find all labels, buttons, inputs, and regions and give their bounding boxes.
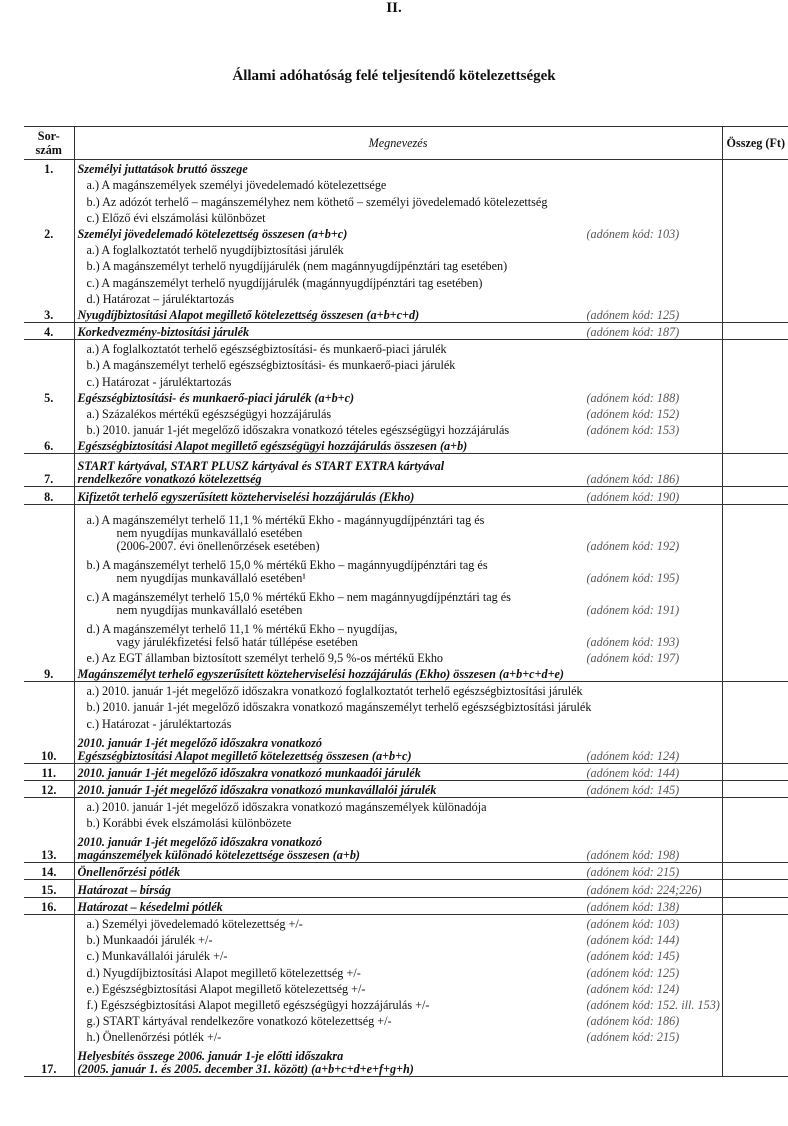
table-row <box>24 880 788 897</box>
row-number: 9. <box>24 665 74 682</box>
row-amount <box>722 780 788 797</box>
row-text: a.) Személyi jövedelemadó kötelezettség +/- <box>86 917 303 931</box>
row-number: 6. <box>24 437 74 454</box>
row-text: START kártyával, START PLUSZ kártyával és START EXTRA kártyával <box>77 459 445 474</box>
tax-code-label: (adónem kód: 152) <box>586 407 680 421</box>
row-text: b.) Korábbi évek elszámolási különbözete <box>86 816 292 831</box>
row-number <box>24 290 74 306</box>
row-description <box>74 160 722 177</box>
row-number <box>24 980 74 996</box>
tax-code-label: (adónem kód: 188) <box>586 390 680 405</box>
row-description <box>74 863 722 880</box>
row-description <box>74 698 722 714</box>
row-text: e.) Az EGT államban biztosított személyt terhelő 9,5 %-os mértékű Ekho <box>86 650 444 665</box>
row-description <box>74 553 722 585</box>
row-text: d.) A magánszemélyt terhelő 11,1 % mértékű Ekho – nyugdíjas, <box>86 621 398 636</box>
row-amount <box>722 176 788 192</box>
row-number <box>24 585 74 617</box>
row-number: 5. <box>24 389 74 405</box>
row-amount <box>722 814 788 830</box>
table-row <box>24 649 788 665</box>
row-text: g.) START kártyával rendelkezőre vonatkozó kötelezettség +/- <box>86 1014 392 1029</box>
row-description <box>74 617 722 649</box>
row-number <box>24 1012 74 1028</box>
row-description <box>74 306 722 323</box>
table-row <box>24 996 788 1012</box>
row-text: Személyi jövedelemadó kötelezettség összesen (a+b+c) <box>77 226 348 241</box>
row-text: (2006-2007. évi önellenőrzések esetében) <box>116 538 320 553</box>
row-amount <box>722 1044 788 1077</box>
row-text: nem nyugdíjas munkavállaló esetében <box>116 602 303 617</box>
row-amount <box>722 947 788 963</box>
row-description <box>74 372 722 388</box>
table-row <box>24 914 788 931</box>
row-text: a.) Százalékos mértékű egészségügyi hozzájárulás <box>86 407 332 421</box>
row-amount <box>722 553 788 585</box>
row-text: e.) Egészségbiztosítási Alapot megillető kötelezettség +/- <box>86 981 366 996</box>
row-amount <box>722 389 788 405</box>
row-amount <box>722 681 788 698</box>
row-number <box>24 504 74 553</box>
row-description <box>74 454 722 487</box>
row-description <box>74 947 722 963</box>
row-text: b.) 2010. január 1-jét megelőző időszakra vonatkozó tételes egészségügyi hozzájárulás <box>86 423 510 438</box>
table-row <box>24 1012 788 1028</box>
row-description <box>74 814 722 830</box>
row-amount <box>722 665 788 682</box>
row-number <box>24 553 74 585</box>
row-number <box>24 273 74 289</box>
table-row <box>24 504 788 553</box>
table-row <box>24 947 788 963</box>
row-text: a.) A foglalkoztatót terhelő nyugdíjbiztosítási járulék <box>86 243 344 258</box>
table-row <box>24 585 788 617</box>
table-row <box>24 714 788 730</box>
row-text: c.) Határozat - járuléktartozás <box>86 374 232 389</box>
table-row <box>24 830 788 863</box>
row-text: nem nyugdíjas munkavállaló esetében <box>116 525 303 540</box>
table-row <box>24 797 788 814</box>
row-text: b.) A magánszemélyt terhelő 15,0 % mértékű Ekho – magánnyugdíjpénztári tag és <box>86 557 488 572</box>
row-text: f.) Egészségbiztosítási Alapot megillető egészségügyi hozzájárulás +/- <box>86 997 430 1012</box>
row-amount <box>722 225 788 241</box>
table-row <box>24 963 788 979</box>
row-number: 13. <box>24 830 74 863</box>
row-number <box>24 1028 74 1044</box>
table-row <box>24 931 788 947</box>
tax-code-label: (adónem kód: 186) <box>586 1014 680 1029</box>
table-row <box>24 340 788 357</box>
row-description <box>74 763 722 780</box>
table-row <box>24 389 788 405</box>
table-row <box>24 763 788 780</box>
tax-code-label: (adónem kód: 138) <box>586 899 680 914</box>
row-description <box>74 421 722 437</box>
row-text: b.) A magánszemélyt terhelő nyugdíjjárulék (nem magánnyugdíjpénztári tag esetében) <box>86 259 508 274</box>
table-body <box>24 160 788 1077</box>
row-text: Nyugdíjbiztosítási Alapot megillető kötelezettség összesen (a+b+c+d) <box>77 307 420 322</box>
row-amount <box>722 454 788 487</box>
table-row <box>24 863 788 880</box>
row-text: 2010. január 1-jét megelőző időszakra vonatkozó munkaadói járulék <box>77 765 421 780</box>
row-number <box>24 814 74 830</box>
table-row <box>24 290 788 306</box>
table-row <box>24 454 788 487</box>
row-amount <box>722 209 788 225</box>
row-number <box>24 209 74 225</box>
row-number: 4. <box>24 322 74 339</box>
row-text: vagy járulékfizetési felső határ túllépése esetében <box>116 634 358 649</box>
row-description <box>74 192 722 208</box>
row-description <box>74 914 722 931</box>
row-description <box>74 1044 722 1077</box>
row-text: magánszemélyek különadó kötelezettsége összesen (a+b) <box>77 848 360 863</box>
table-row <box>24 617 788 649</box>
tax-code-label: (adónem kód: 144) <box>586 933 680 948</box>
tax-code-label: (adónem kód: 124) <box>586 981 680 996</box>
row-number <box>24 372 74 388</box>
tax-code-label: (adónem kód: 103) <box>586 226 680 241</box>
row-text: Egészségbiztosítási- és munkaerő-piaci járulék (a+b+c) <box>77 390 355 405</box>
row-description <box>74 980 722 996</box>
row-number <box>24 192 74 208</box>
row-description <box>74 273 722 289</box>
table-row <box>24 306 788 323</box>
row-number <box>24 617 74 649</box>
row-amount <box>722 731 788 764</box>
row-number <box>24 241 74 257</box>
row-number: 14. <box>24 863 74 880</box>
tax-code-label: (adónem kód: 224;226) <box>586 882 702 897</box>
column-header-name: Megnevezés <box>74 127 722 160</box>
tax-code-label: (adónem kód: 192) <box>586 538 680 553</box>
row-amount <box>722 273 788 289</box>
row-amount <box>722 698 788 714</box>
page-title: Állami adóhatóság felé teljesítendő kötelezettségek <box>232 68 556 84</box>
row-number: 8. <box>24 487 74 504</box>
row-text: h.) Önellenőrzési pótlék +/- <box>86 1030 222 1045</box>
table-row <box>24 897 788 914</box>
row-amount <box>722 290 788 306</box>
row-amount <box>722 963 788 979</box>
row-text: a.) 2010. január 1-jét megelőző időszakra vonatkozó magánszemélyek különadója <box>86 800 487 815</box>
row-amount <box>722 1028 788 1044</box>
row-text: Határozat – késedelmi pótlék <box>77 899 223 914</box>
row-amount <box>722 830 788 863</box>
row-description <box>74 290 722 306</box>
row-text: b.) Munkaadói járulék +/- <box>86 933 213 948</box>
row-description <box>74 585 722 617</box>
tax-code-label: (adónem kód: 215) <box>586 1030 680 1045</box>
row-amount <box>722 356 788 372</box>
table-row <box>24 487 788 504</box>
row-number: 1. <box>24 160 74 177</box>
row-number <box>24 914 74 931</box>
table-row <box>24 731 788 764</box>
row-description <box>74 797 722 814</box>
row-number <box>24 996 74 1012</box>
row-text: nem nyugdíjas munkavállaló esetében¹ <box>116 570 306 585</box>
row-number: 11. <box>24 763 74 780</box>
tax-code-label: (adónem kód: 103) <box>586 917 680 931</box>
row-description <box>74 437 722 454</box>
row-text: Magánszemélyt terhelő egyszerűsített közteherviselési hozzájárulás (Ekho) összesen (a+b+c+d+e) <box>77 666 564 681</box>
row-amount <box>722 340 788 357</box>
row-text: b.) 2010. január 1-jét megelőző időszakra vonatkozó magánszemélyt terhelő egészségbiztosítási járulék <box>86 700 592 715</box>
row-amount <box>722 863 788 880</box>
row-amount <box>722 585 788 617</box>
table-row <box>24 356 788 372</box>
row-description <box>74 356 722 372</box>
obligations-table <box>24 126 788 1077</box>
tax-code-label: (adónem kód: 215) <box>586 865 680 880</box>
row-amount <box>722 996 788 1012</box>
row-number: 3. <box>24 306 74 323</box>
row-text: c.) Munkavállalói járulék +/- <box>86 949 228 964</box>
tax-code-label: (adónem kód: 145) <box>586 782 680 797</box>
row-text: d.) Határozat – járuléktartozás <box>86 291 235 306</box>
row-text: Egészségbiztosítási Alapot megillető egészségügyi hozzájárulás összesen (a+b) <box>77 439 468 454</box>
row-amount <box>722 980 788 996</box>
row-amount <box>722 306 788 323</box>
row-amount <box>722 649 788 665</box>
tax-code-label: (adónem kód: 144) <box>586 765 680 780</box>
table-row <box>24 814 788 830</box>
row-amount <box>722 160 788 177</box>
row-text: 2010. január 1-jét megelőző időszakra vonatkozó <box>77 835 322 850</box>
row-description <box>74 504 722 553</box>
row-description <box>74 963 722 979</box>
tax-code-label: (adónem kód: 190) <box>586 489 680 504</box>
row-amount <box>722 1012 788 1028</box>
tax-code-label: (adónem kód: 125) <box>586 307 680 322</box>
row-text: d.) Nyugdíjbiztosítási Alapot megillető kötelezettség +/- <box>86 965 361 980</box>
row-description <box>74 1028 722 1044</box>
row-description <box>74 996 722 1012</box>
row-text: Önellenőrzési pótlék <box>77 865 181 880</box>
row-number: 15. <box>24 880 74 897</box>
table-row <box>24 405 788 421</box>
row-number <box>24 681 74 698</box>
row-text: 2010. január 1-jét megelőző időszakra vonatkozó munkavállalói járulék <box>77 782 437 797</box>
row-text: b.) A magánszemélyt terhelő egészségbiztosítási- és munkaerő-piaci járulék <box>86 358 456 373</box>
row-description <box>74 340 722 357</box>
tax-code-label: (adónem kód: 198) <box>586 848 680 863</box>
row-number <box>24 176 74 192</box>
row-text: rendelkezőre vonatkozó kötelezettség <box>77 472 262 487</box>
row-amount <box>722 617 788 649</box>
tax-code-label: (adónem kód: 124) <box>586 748 680 763</box>
row-description <box>74 257 722 273</box>
table-row <box>24 421 788 437</box>
row-text: c.) A magánszemélyt terhelő 15,0 % mértékű Ekho – nem magánnyugdíjpénztári tag és <box>86 589 511 604</box>
row-number <box>24 340 74 357</box>
tax-code-label: (adónem kód: 125) <box>586 965 680 980</box>
table-row <box>24 209 788 225</box>
row-number <box>24 947 74 963</box>
row-amount <box>722 421 788 437</box>
table-row <box>24 225 788 241</box>
row-number <box>24 405 74 421</box>
column-header-amount: Összeg (Ft) <box>722 127 788 160</box>
row-description <box>74 880 722 897</box>
row-description <box>74 931 722 947</box>
row-amount <box>722 914 788 931</box>
row-amount <box>722 763 788 780</box>
row-number: 17. <box>24 1044 74 1077</box>
table-row <box>24 241 788 257</box>
row-text: Határozat – bírság <box>77 882 171 897</box>
row-text: c.) Határozat - járuléktartozás <box>86 716 232 731</box>
table-row <box>24 665 788 682</box>
table-row <box>24 681 788 698</box>
row-number <box>24 931 74 947</box>
row-text: c.) Előző évi elszámolási különbözet <box>86 210 266 225</box>
row-amount <box>722 192 788 208</box>
table-row <box>24 1044 788 1077</box>
row-description <box>74 209 722 225</box>
row-description <box>74 322 722 339</box>
tax-code-label: (adónem kód: 153) <box>586 423 680 438</box>
row-description <box>74 649 722 665</box>
row-number: 2. <box>24 225 74 241</box>
table-row <box>24 257 788 273</box>
row-amount <box>722 405 788 421</box>
row-description <box>74 176 722 192</box>
row-amount <box>722 257 788 273</box>
row-description <box>74 830 722 863</box>
row-text: Korkedvezmény-biztosítási járulék <box>77 325 250 340</box>
row-text: a.) A foglalkoztatót terhelő egészségbiztosítási- és munkaerő-piaci járulék <box>86 342 447 357</box>
table-row <box>24 192 788 208</box>
column-header-number-line1: Sor- <box>37 129 60 143</box>
row-amount <box>722 372 788 388</box>
row-amount <box>722 322 788 339</box>
row-description <box>74 225 722 241</box>
row-description <box>74 714 722 730</box>
row-number: 7. <box>24 454 74 487</box>
table-row <box>24 273 788 289</box>
row-number <box>24 649 74 665</box>
tax-code-label: (adónem kód: 145) <box>586 949 680 964</box>
row-text: a.) 2010. január 1-jét megelőző időszakra vonatkozó foglalkoztatót terhelő egészségbiztosítási járulék <box>86 684 583 699</box>
row-number: 12. <box>24 780 74 797</box>
row-description <box>74 1012 722 1028</box>
row-amount <box>722 487 788 504</box>
row-number <box>24 714 74 730</box>
row-text: 2010. január 1-jét megelőző időszakra vonatkozó <box>77 735 322 750</box>
section-number: II. <box>386 0 402 16</box>
row-description <box>74 389 722 405</box>
row-amount <box>722 714 788 730</box>
row-number <box>24 257 74 273</box>
row-number <box>24 963 74 979</box>
table-row <box>24 780 788 797</box>
row-amount <box>722 897 788 914</box>
row-text: c.) A magánszemélyt terhelő nyugdíjjárulék (magánnyugdíjpénztári tag esetében) <box>86 275 483 290</box>
row-number <box>24 421 74 437</box>
column-header-number <box>24 127 74 160</box>
table-row <box>24 437 788 454</box>
table-row <box>24 160 788 177</box>
row-number <box>24 797 74 814</box>
tax-code-label: (adónem kód: 186) <box>586 472 680 487</box>
column-header-number-line2: szám <box>35 143 62 157</box>
row-amount <box>722 241 788 257</box>
table-row <box>24 553 788 585</box>
row-number <box>24 356 74 372</box>
table-row <box>24 698 788 714</box>
tax-code-label: (adónem kód: 193) <box>586 634 680 649</box>
tax-code-label: (adónem kód: 191) <box>586 602 680 617</box>
row-number: 10. <box>24 731 74 764</box>
row-text: a.) A magánszemélyek személyi jövedelemadó kötelezettsége <box>86 178 387 193</box>
table-row <box>24 1028 788 1044</box>
row-description <box>74 897 722 914</box>
row-text: Egészségbiztosítási Alapot megillető kötelezettség összesen (a+b+c) <box>77 748 412 763</box>
tax-code-label: (adónem kód: 197) <box>586 650 680 665</box>
row-description <box>74 405 722 421</box>
table-header-row <box>24 127 788 160</box>
row-description <box>74 487 722 504</box>
tax-code-label: (adónem kód: 187) <box>586 325 680 340</box>
row-description <box>74 731 722 764</box>
row-description <box>74 241 722 257</box>
row-text: b.) Az adózót terhelő – magánszemélyhez nem köthető – személyi jövedelemadó kötelezettség <box>86 194 548 209</box>
row-amount <box>722 797 788 814</box>
table-row <box>24 322 788 339</box>
row-description <box>74 681 722 698</box>
row-description <box>74 780 722 797</box>
table-row <box>24 372 788 388</box>
row-amount <box>722 504 788 553</box>
row-text: a.) A magánszemélyt terhelő 11,1 % mértékű Ekho - magánnyugdíjpénztári tag és <box>86 512 485 527</box>
row-amount <box>722 880 788 897</box>
row-number: 16. <box>24 897 74 914</box>
row-description <box>74 665 722 682</box>
row-amount <box>722 437 788 454</box>
tax-code-label: (adónem kód: 195) <box>586 570 680 585</box>
row-amount <box>722 931 788 947</box>
row-text: Kifizetőt terhelő egyszerűsített közteherviselési hozzájárulás (Ekho) <box>77 489 415 504</box>
table-row <box>24 176 788 192</box>
row-text: Helyesbítés összege 2006. január 1-je előtti időszakra <box>77 1049 344 1064</box>
row-number <box>24 698 74 714</box>
row-text: (2005. január 1. és 2005. december 31. között) (a+b+c+d+e+f+g+h) <box>77 1062 414 1077</box>
row-text: Személyi juttatások bruttó összege <box>77 162 248 177</box>
table-row <box>24 980 788 996</box>
tax-code-label: (adónem kód: 152. ill. 153) <box>586 997 720 1012</box>
